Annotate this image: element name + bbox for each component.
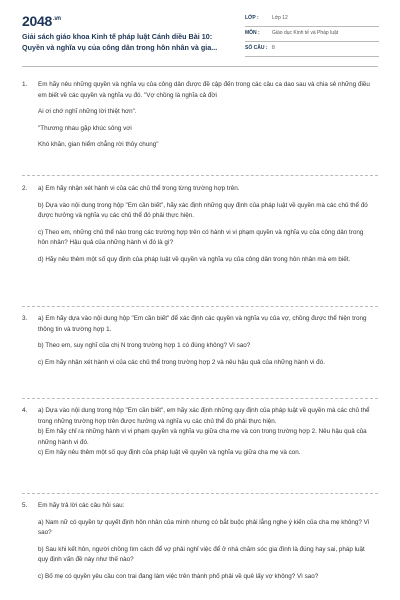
meta-row-subject [245, 27, 379, 42]
question-divider [22, 398, 378, 399]
question-text: Em hãy trả lời các câu hỏi sau: [38, 502, 125, 509]
question-body [38, 501, 374, 582]
meta-value: 8 [272, 45, 275, 51]
question-number: 3. [22, 315, 28, 322]
question-text: Ai ơi chớ nghĩ những lời thiệt hơn". [38, 108, 137, 115]
question-number: 4. [22, 407, 28, 414]
question-body [38, 314, 374, 368]
question-text: a) Em hãy dựa vào nội dung hộp "Em cần biết" để xác định các quyền và nghĩa vụ của vợ, chồng được thể hiện trong thông tin và trường hợp 1. [38, 315, 367, 333]
document-title [22, 31, 234, 53]
question-number: 2. [22, 185, 28, 192]
meta-row-grade [245, 12, 379, 27]
question-text: Em hãy nêu những quyền và nghĩa vụ của công dân được đề cập đến trong các câu ca dao sau và chia sẻ những điều em biết về các quyền và nghĩa vụ đó. "Vợ chồng là nghĩa cả đời [38, 81, 370, 99]
logo-text: 2048 [22, 13, 52, 29]
question-text: Khó khăn, gian hiểm chẳng rời thủy chung" [38, 141, 159, 148]
question-text: d) Hãy nêu thêm một số quy định của pháp luật về quyền và nghĩa vụ của công dân trong hôn nhân mà em biết. [38, 255, 351, 263]
question-text: c) Em hãy nhận xét hành vi của các chủ thể trong trường hợp 2 và nêu hậu quả của những hành vi đó. [38, 358, 325, 366]
document-header [0, 0, 400, 62]
site-logo[interactable] [22, 13, 61, 29]
question-body [38, 80, 374, 151]
question-number: 5. [22, 502, 28, 509]
logo-suffix: .vn [52, 16, 61, 23]
meta-table [245, 12, 379, 57]
question-text: c) Em hãy nêu thêm một số quy định của pháp luật về quyền và nghĩa vụ giữa cha mẹ và con. [38, 449, 301, 456]
question-text: a) Nam nữ có quyền tự quyết định hôn nhân của mình nhưng có bắt buộc phải lắng nghe ý kiến của cha mẹ không? Vì sao? [38, 518, 370, 536]
question-text: c) Bố mẹ có quyền yêu cầu con trai đang làm việc trên thành phố phải về quê lấy vợ không? Vì sao? [38, 572, 319, 580]
meta-row-count [245, 42, 379, 57]
meta-key: LỚP : [245, 15, 259, 21]
question-text: a) Em hãy nhận xét hành vi của các chủ thể trong từng trường hợp trên. [38, 185, 240, 192]
meta-value: Lớp 12 [272, 15, 288, 21]
header-divider [22, 66, 378, 67]
question-text: a) Dựa vào nội dung trong hộp "Em cần biết", em hãy xác định những quy định của pháp luật về quyền mà các chủ thể trong những trường hợp trên được hưởng và nghĩa vụ các chủ thể đó phải thực hiện. [38, 407, 370, 425]
question-text: b) Theo em, suy nghĩ của chị N trong trường hợp 1 có đúng không? Vì sao? [38, 342, 251, 349]
title-line-1: Giải sách giáo khoa Kinh tế pháp luật Cánh diều Bài 10: [22, 32, 213, 41]
question-text: b) Sau khi kết hôn, người chồng tìm cách để vợ phải nghỉ việc để ở nhà chăm sóc gia đình là đúng hay sai, pháp luật quy định vấn đề này như thế nào? [38, 545, 365, 563]
meta-key: SỐ CÂU : [245, 45, 268, 51]
title-line-2: Quyền và nghĩa vụ của công dân trong hôn nhân và gia... [22, 43, 218, 52]
meta-key: MÔN : [245, 30, 260, 36]
question-divider [22, 493, 378, 494]
question-divider [22, 175, 378, 176]
question-divider [22, 306, 378, 307]
question-text: b) Em hãy chỉ ra những hành vi vi phạm quyền và nghĩa vụ giữa cha mẹ và con trong trường hợp 2. Nêu hậu quả của những hành vi đó. [38, 428, 367, 446]
question-text: "Thương nhau gặp khúc sông vơi [38, 124, 132, 132]
meta-value: Giáo dục Kinh tế và Pháp luật [272, 30, 339, 36]
question-text: c) Theo em, những chủ thể nào trong các trường hợp trên có hành vi vi phạm quyền và nghĩa vụ của công dân trong hôn nhân? Hậu quả của những hành vi đó là gì? [38, 228, 364, 246]
question-body [38, 184, 374, 265]
question-text: b) Dựa vào nội dung trong hộp "Em cần biết", hãy xác định những quy định của pháp luật về quyền mà các chủ thể đó được hưởng và nghĩa vụ các chủ thể đó phải thực hiện. [38, 201, 368, 219]
question-body [38, 406, 374, 459]
question-number: 1. [22, 81, 28, 88]
